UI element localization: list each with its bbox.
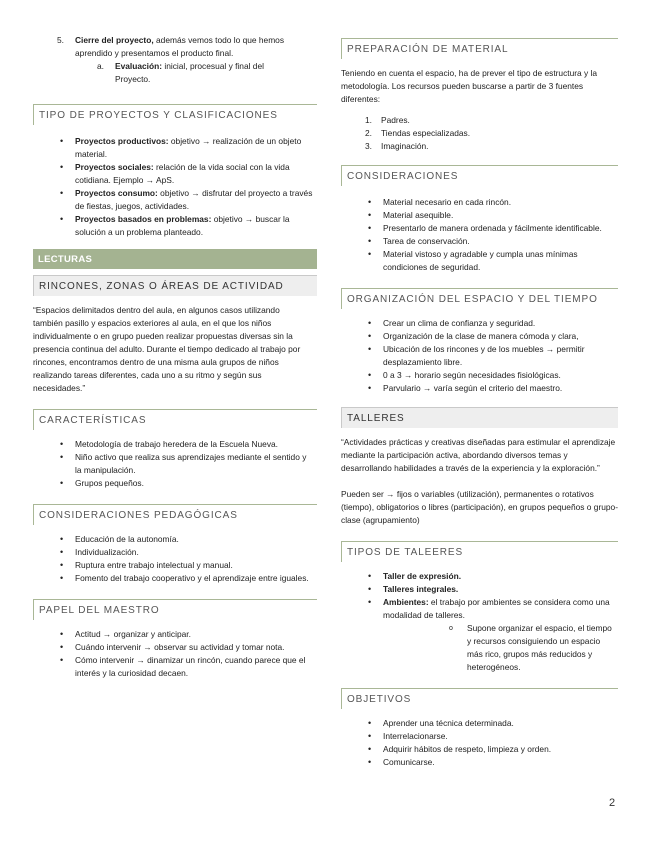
step-5-text: además vemos todo lo que hemos aprendido y presentamos el producto final.: [75, 35, 285, 58]
considerations-heading: CONSIDERACIONES: [341, 165, 618, 186]
list-item: 1. Padres.: [365, 115, 410, 125]
list-item: • Proyectos consumo: objetivo → disfrutar del proyecto a través de fiestas, juegos, actividades.: [33, 187, 317, 213]
project-step-5a: a. Evaluación: inicial, procesual y final del Proyecto.: [97, 61, 264, 84]
list-item: • Taller de expresión.: [341, 570, 618, 583]
list-item: • Proyectos basados en problemas: objetivo → buscar la solución a un problema planteado.: [33, 213, 317, 239]
corners-definition: “Espacios delimitados dentro del aula, en algunos casos utilizando también pasillo y espacios exteriores al aula, en el que los niños individualmente o en grupo pueden realizar propuestas diversas sin la presencia continua del adulto. Durante el tiempo dedicado al trabajo por rincones, encontramos dentro de una misma aula grupos de niños realizando tareas diferentes, cada uno a su ritmo y según sus necesidades.”: [33, 305, 301, 393]
list-item: • 0 a 3 → horario según necesidades fisiológicas.: [341, 369, 618, 382]
list-item: • Educación de la autonomía.: [33, 533, 317, 546]
ambientes-sublist: [383, 622, 614, 674]
right-column: [341, 38, 618, 769]
list-item: 2. Tiendas especializadas.: [365, 128, 471, 138]
sources-list: [341, 114, 618, 153]
list-item: • Aprender una técnica determinada.: [341, 717, 618, 730]
list-item: • Talleres integrales.: [341, 583, 618, 596]
objectives-list: [341, 717, 618, 769]
space-time-heading: ORGANIZACIÓN DEL ESPACIO Y DEL TIEMPO: [341, 288, 618, 309]
workshops-definition: “Actividades prácticas y creativas diseñadas para estimular el aprendizaje mediante la participación activa, abordando diversos temas y desarrollando habilidades a través de la experiencia y la exploración.”: [341, 437, 616, 473]
teacher-role-heading: PAPEL DEL MAESTRO: [33, 599, 317, 620]
material-prep-heading: PREPARACIÓN DE MATERIAL: [341, 38, 618, 59]
list-item: • Presentarlo de manera ordenada y fácilmente identificable.: [341, 222, 618, 235]
readings-banner: LECTURAS: [33, 249, 317, 269]
list-item: • Tarea de conservación.: [341, 235, 618, 248]
list-item: • Niño activo que realiza sus aprendizajes mediante el sentido y la manipulación.: [33, 451, 317, 477]
list-item: • Ubicación de los rincones y de los muebles → permitir desplazamiento libre.: [341, 343, 618, 369]
list-item: • Parvulario → varía según el criterio del maestro.: [341, 382, 618, 395]
list-item: • Grupos pequeños.: [33, 477, 317, 490]
step-5a-label: Evaluación:: [115, 61, 163, 71]
list-item: • Ambientes: el trabajo por ambientes se considera como una modalidad de talleres. o Supone organizar el espacio, el tiempo y recursos consiguiendo un espacio más rico, grupos más reducidos y heterogéneos.: [341, 596, 618, 674]
project-step-5: 5. Cierre del proyecto, además vemos todo lo que hemos aprendido y presentamos el producto final.: [57, 35, 285, 58]
considerations-list: [341, 196, 618, 274]
workshop-types-list: [341, 570, 618, 674]
step-5-label: Cierre del proyecto,: [75, 35, 154, 45]
list-item: • Cómo intervenir → dinamizar un rincón, cuando parece que el interés y la curiosidad decaen.: [33, 654, 317, 680]
pedagogical-list: [33, 533, 317, 585]
objectives-heading: OBJETIVOS: [341, 688, 618, 709]
characteristics-list: [33, 438, 317, 490]
page-number: 2: [609, 797, 616, 809]
step-5a-text: inicial, procesual y final del Proyecto.: [115, 61, 264, 84]
project-types-heading: TIPO DE PROYECTOS Y CLASIFICACIONES: [33, 104, 317, 125]
list-item: • Interrelacionarse.: [341, 730, 618, 743]
list-item: • Material vistoso y agradable y cumpla unas mínimas condiciones de seguridad.: [341, 248, 618, 274]
characteristics-heading: CARACTERÍSTICAS: [33, 409, 317, 430]
list-item: o Supone organizar el espacio, el tiempo y recursos consiguiendo un espacio más rico, grupos más reducidos y heterogéneos.: [383, 622, 614, 674]
list-item: • Individualización.: [33, 546, 317, 559]
list-item: • Proyectos productivos: objetivo → realización de un objeto material.: [33, 135, 317, 161]
list-item: • Cuándo intervenir → observar su actividad y tomar nota.: [33, 641, 317, 654]
material-prep-paragraph: Teniendo en cuenta el espacio, ha de prever el tipo de estructura y la metodología. Los recursos pueden buscarse a partir de 3 fuentes diferentes:: [341, 68, 598, 104]
list-item: • Organización de la clase de manera cómoda y clara,: [341, 330, 618, 343]
list-item: • Actitud → organizar y anticipar.: [33, 628, 317, 641]
corners-heading: RINCONES, ZONAS O ÁREAS DE ACTIVIDAD: [33, 275, 317, 296]
list-item: • Comunicarse.: [341, 756, 618, 769]
teacher-role-list: [33, 628, 317, 680]
pedagogical-heading: CONSIDERACIONES PEDAGÓGICAS: [33, 504, 317, 525]
workshop-types-heading: TIPOS DE TALEERES: [341, 541, 618, 562]
project-types-list: [33, 135, 317, 239]
list-item: • Fomento del trabajo cooperativo y el aprendizaje entre iguales.: [33, 572, 317, 585]
left-column: [33, 34, 317, 680]
workshops-heading: TALLERES: [341, 407, 618, 428]
list-item: • Material asequible.: [341, 209, 618, 222]
list-item: • Ruptura entre trabajo intelectual y manual.: [33, 559, 317, 572]
list-item: • Adquirir hábitos de respeto, limpieza y orden.: [341, 743, 618, 756]
list-item: • Material necesario en cada rincón.: [341, 196, 618, 209]
space-time-list: [341, 317, 618, 395]
list-item: • Metodología de trabajo heredera de la Escuela Nueva.: [33, 438, 317, 451]
list-item: 3. Imaginación.: [365, 141, 429, 151]
list-item: • Crear un clima de confianza y seguridad.: [341, 317, 618, 330]
workshops-types-text: Pueden ser → fijos o variables (utilización), permanentes o rotativos (tiempo), obligatorios o libres (participación), en grupos pequeños o grupo-clase (agrupamiento): [341, 489, 618, 525]
list-item: • Proyectos sociales: relación de la vida social con la vida cotidiana. Ejemplo → ApS.: [33, 161, 317, 187]
